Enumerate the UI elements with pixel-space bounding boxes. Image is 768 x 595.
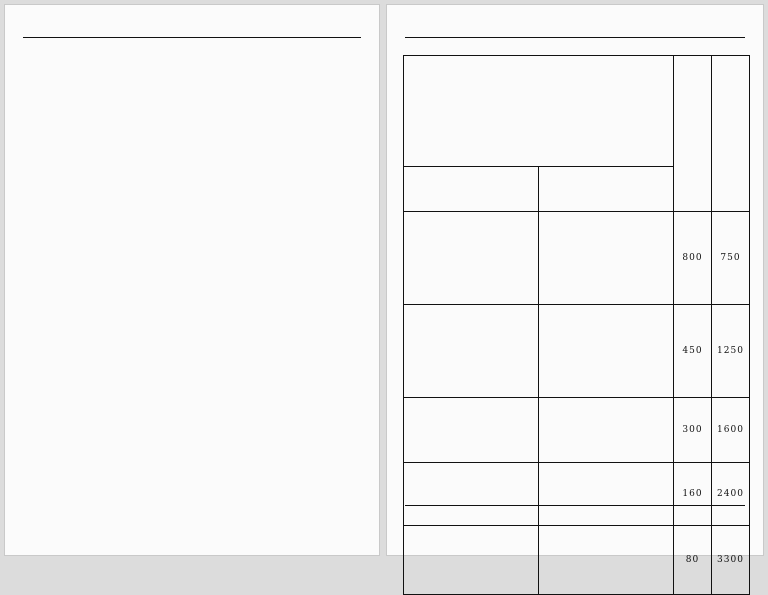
- table-row: [404, 463, 750, 526]
- material-damage-cell: [539, 212, 674, 305]
- material-damage-cell: [539, 463, 674, 526]
- left-page: [4, 4, 380, 556]
- right-page-header: [405, 19, 745, 38]
- human-damage-cell: [404, 212, 539, 305]
- human-damage-cell: [404, 526, 539, 595]
- distance-cell: 1250: [712, 305, 750, 398]
- distance-cell: 1600: [712, 398, 750, 463]
- radius-cell: 450: [674, 305, 712, 398]
- material-damage-cell: [539, 305, 674, 398]
- table-header-row: [404, 56, 750, 167]
- table-row: [404, 526, 750, 595]
- header-distance: [712, 56, 750, 212]
- damage-table: [403, 55, 750, 595]
- human-damage-cell: [404, 305, 539, 398]
- header-radius: [674, 56, 712, 212]
- header-material-damage: [539, 167, 674, 212]
- radius-cell: 300: [674, 398, 712, 463]
- right-page: [386, 4, 764, 565]
- radius-cell: 800: [674, 212, 712, 305]
- header-human-damage: [404, 167, 539, 212]
- distance-cell: 750: [712, 212, 750, 305]
- table-footnote: [405, 505, 745, 510]
- distance-cell: 3300: [712, 526, 750, 595]
- table-row: [404, 398, 750, 463]
- table-row: [404, 212, 750, 305]
- table-row: [404, 305, 750, 398]
- material-damage-cell: [539, 398, 674, 463]
- header-damage: [404, 56, 674, 167]
- human-damage-cell: [404, 398, 539, 463]
- left-page-header: [23, 19, 361, 38]
- radius-cell: 160: [674, 463, 712, 526]
- human-damage-cell: [404, 463, 539, 526]
- radius-cell: 80: [674, 526, 712, 595]
- left-page-body: [27, 47, 357, 535]
- distance-cell: 2400: [712, 463, 750, 526]
- material-damage-cell: [539, 526, 674, 595]
